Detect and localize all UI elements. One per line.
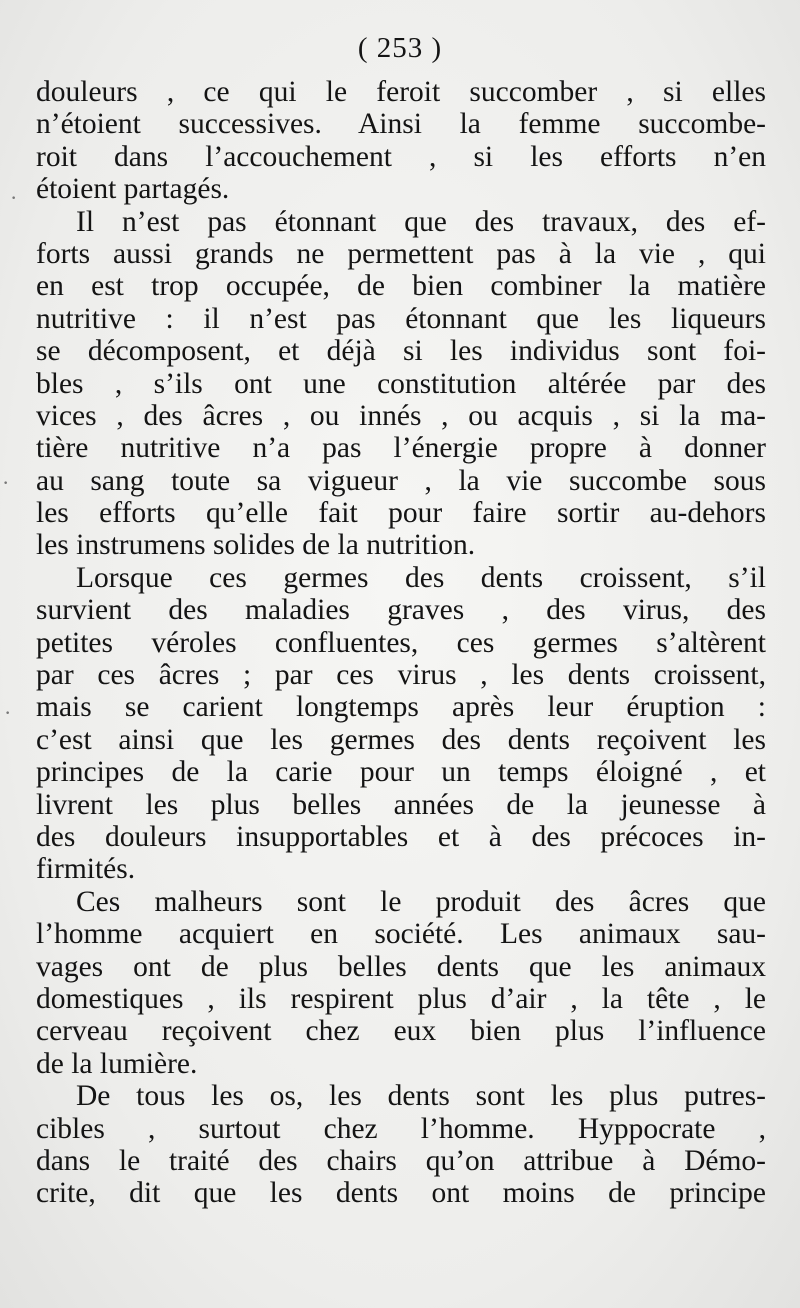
text-line: c’est ainsi que les germes des dents reçoivent les [36,723,766,756]
text-line: les instrumens solides de la nutrition. [36,529,476,562]
text-line: petites véroles confluentes, ces germes s’altèrent [36,626,766,659]
text-line: firmités. [36,853,136,886]
text-line: l’homme acquiert en société. Les animaux sau- [36,918,766,951]
text-line: roit dans l’accouchement , si les efforts n’en [36,140,766,173]
text-line: les efforts qu’elle fait pour faire sortir au-dehors [36,497,766,530]
text-line: vices , des âcres , ou innés , ou acquis , si la ma- [36,399,766,432]
text-line: de la lumière. [36,1047,198,1080]
text-line: principes de la carie pour un temps éloigné , et [36,756,766,789]
margin-mark: · [4,700,12,725]
text-line: crite, dit que les dents ont moins de principe [36,1177,766,1210]
margin-mark: · [10,185,18,210]
text-line: des douleurs insupportables et à des précoces in- [36,820,766,853]
text-line: dans le traité des chairs qu’on attribue à Démo- [36,1144,766,1177]
text-line: en est trop occupée, de bien combiner la matière [36,270,766,303]
text-line: tière nutritive n’a pas l’énergie propre à donner [36,432,766,465]
text-line: se décomposent, et déjà si les individus sont foi- [36,335,766,368]
text-line: douleurs , ce qui le feroit succomber , si elles [36,76,766,108]
text-line: cerveau reçoivent chez eux bien plus l’influence [36,1015,766,1048]
text-line: au sang toute sa vigueur , la vie succombe sous [36,464,766,497]
text-line: étoient partagés. [36,173,230,206]
text-line: nutritive : il n’est pas étonnant que les liqueurs [36,302,766,335]
margin-mark: · [2,470,10,495]
text-line: bles , s’ils ont une constitution altérée par des [36,367,766,400]
text-line: livrent les plus belles années de la jeunesse à [36,788,766,821]
text-line: vages ont de plus belles dents que les animaux [36,950,766,983]
text-line: forts aussi grands ne permettent pas à la vie , qui [36,237,766,270]
text-line: De tous les os, les dents sont les plus putres- [76,1080,766,1113]
text-line: n’étoient successives. Ainsi la femme succombe- [36,108,766,141]
text-line: domestiques , ils respirent plus d’air , la tête , le [36,982,766,1015]
text-line: survient des maladies graves , des virus, des [36,594,766,627]
text-line: Ces malheurs sont le produit des âcres que [76,885,766,918]
text-line: mais se carient longtemps après leur éruption : [36,691,766,724]
page-number-header: ( 253 ) [357,32,443,64]
text-line: par ces âcres ; par ces virus , les dents croissent, [36,659,766,692]
text-line: Il n’est pas étonnant que des travaux, des ef- [76,205,766,238]
text-line: Lorsque ces germes des dents croissent, s’il [76,561,766,594]
body-text [36,76,766,1210]
text-line: cibles , surtout chez l’homme. Hyppocrate , [36,1112,766,1145]
